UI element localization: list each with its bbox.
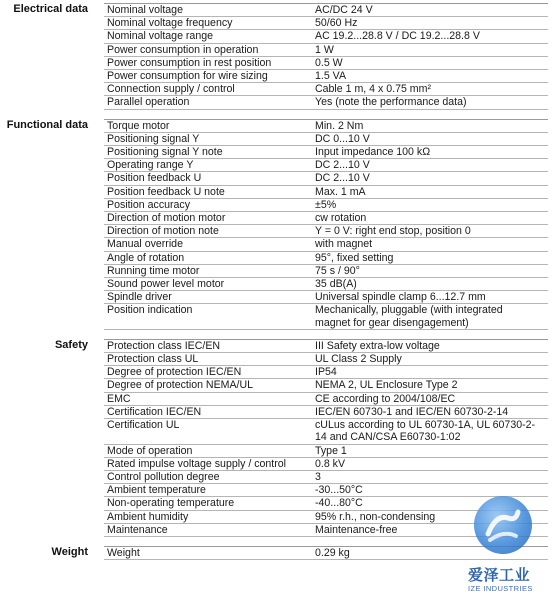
parameter-value: 1 W [315,43,334,56]
parameter-name: Mode of operation [107,444,193,457]
parameter-name: Power consumption in rest position [107,56,272,69]
parameter-name: Parallel operation [107,96,190,109]
parameter-name: Operating range Y [107,159,194,172]
spec-row [104,471,548,484]
parameter-value: 0.29 kg [315,546,350,559]
spec-row [104,353,548,366]
parameter-value: -40...80°C [315,497,363,510]
parameter-value: -30...50°C [315,484,363,497]
spec-row [104,278,548,291]
parameter-value: DC 2...10 V [315,172,370,185]
parameter-value: DC 0...10 V [315,132,370,145]
spec-row [104,70,548,83]
spec-row [104,199,548,212]
spec-row [104,83,548,96]
spec-section [0,119,554,330]
parameter-value: 3 [315,470,321,483]
parameter-name: Running time motor [107,264,200,277]
parameter-value: Cable 1 m, 4 x 0.75 mm² [315,83,431,96]
parameter-value: UL Class 2 Supply [315,353,402,366]
parameter-value: Type 1 [315,444,347,457]
parameter-name: Ambient humidity [107,510,189,523]
parameter-name: Certification UL [107,419,180,432]
parameter-name: Direction of motion motor [107,212,226,225]
spec-row [104,212,548,225]
spec-table [104,119,548,330]
parameter-value: III Safety extra-low voltage [315,339,440,352]
parameter-value: Mechanically, pluggable (with integrated magnet for gear disengagement) [315,304,503,329]
spec-row [104,172,548,185]
parameter-value: Universal spindle clamp 6...12.7 mm [315,291,486,304]
parameter-value: NEMA 2, UL Enclosure Type 2 [315,379,458,392]
parameter-value: IEC/EN 60730-1 and IEC/EN 60730-2-14 [315,405,509,418]
spec-row [104,225,548,238]
parameter-value: ±5% [315,198,337,211]
parameter-name: Maintenance [107,523,168,536]
parameter-name: Nominal voltage frequency [107,17,233,30]
spec-row [104,120,548,133]
spec-row [104,252,548,265]
parameter-value: 95% r.h., non-condensing [315,510,436,523]
spec-row [104,238,548,251]
parameter-name: Position accuracy [107,198,191,211]
spec-row [104,4,548,17]
section-gap [0,110,554,119]
parameter-value: 1.5 VA [315,70,347,83]
section-label: Safety [54,338,88,351]
parameter-name: Power consumption for wire sizing [107,70,268,83]
section-gap [0,330,554,339]
parameter-name: Manual override [107,238,183,251]
section-label: Weight [51,545,88,558]
parameter-value: Yes (note the performance data) [315,96,467,109]
parameter-name: Nominal voltage range [107,30,213,43]
parameter-name: Position feedback U note [107,185,225,198]
watermark-logo [466,496,550,596]
spec-section [0,3,554,110]
parameter-name: EMC [107,392,131,405]
parameter-name: Protection class UL [107,353,199,366]
spec-row [104,340,548,353]
parameter-name: Degree of protection NEMA/UL [107,379,254,392]
parameter-name: Positioning signal Y [107,132,200,145]
spec-row [104,304,548,329]
spec-row [104,30,548,43]
parameter-name: Rated impulse voltage supply / control [107,457,287,470]
parameter-value: Input impedance 100 kΩ [315,146,431,159]
parameter-name: Certification IEC/EN [107,405,202,418]
parameter-value: with magnet [315,238,373,251]
parameter-value: 75 s / 90° [315,264,360,277]
watermark-english: IZE INDUSTRIES [468,584,533,593]
spec-row [104,265,548,278]
spec-row [104,96,548,109]
spec-table [104,3,548,110]
parameter-name: Spindle driver [107,291,172,304]
parameter-value: AC/DC 24 V [315,4,373,16]
parameter-value: cw rotation [315,212,367,225]
parameter-value: CE according to 2004/108/EC [315,392,456,405]
parameter-name: Control pollution degree [107,470,220,483]
watermark-chinese: 爱泽工业 [468,566,531,584]
parameter-value: IP54 [315,366,337,379]
section-label: Electrical data [13,3,88,15]
spec-row [104,445,548,458]
parameter-name: Nominal voltage [107,4,183,16]
parameter-name: Power consumption in operation [107,43,259,56]
parameter-name: Position feedback U [107,172,202,185]
parameter-value: 95°, fixed setting [315,251,394,264]
globe-icon [474,496,532,554]
parameter-name: Direction of motion note [107,225,219,238]
section-label: Functional data [6,118,88,131]
parameter-value: 35 dB(A) [315,278,357,291]
spec-row [104,419,548,444]
parameter-value: DC 2...10 V [315,159,370,172]
parameter-value: 50/60 Hz [315,17,358,30]
parameter-name: Degree of protection IEC/EN [107,366,242,379]
parameter-name: Protection class IEC/EN [107,339,221,352]
spec-row [104,133,548,146]
spec-row [104,186,548,199]
spec-row [104,57,548,70]
spec-row [104,379,548,392]
parameter-name: Position indication [107,304,193,317]
parameter-value: Y = 0 V: right end stop, position 0 [315,225,471,238]
parameter-name: Connection supply / control [107,83,235,96]
spec-row [104,458,548,471]
parameter-value: cULus according to UL 60730-1A, UL 60730-2- 14 and CAN/CSA E60730-1:02 [315,419,536,444]
spec-row [104,17,548,30]
parameter-name: Sound power level motor [107,278,225,291]
spec-sheet [0,3,554,560]
parameter-name: Weight [107,546,140,559]
parameter-name: Torque motor [107,119,170,132]
parameter-name: Angle of rotation [107,251,185,264]
spec-row [104,44,548,57]
spec-row [104,159,548,172]
spec-row [104,393,548,406]
parameter-value: Maintenance-free [315,523,398,536]
parameter-value: Max. 1 mA [315,185,366,198]
parameter-value: 0.5 W [315,56,343,69]
parameter-value: 0.8 kV [315,457,346,470]
parameter-value: Min. 2 Nm [315,119,364,132]
spec-row [104,146,548,159]
parameter-name: Ambient temperature [107,484,206,497]
parameter-name: Non-operating temperature [107,497,235,510]
parameter-value: AC 19.2...28.8 V / DC 19.2...28.8 V [315,30,480,43]
spec-row [104,366,548,379]
parameter-name: Positioning signal Y note [107,146,223,159]
spec-row [104,406,548,419]
spec-row [104,291,548,304]
